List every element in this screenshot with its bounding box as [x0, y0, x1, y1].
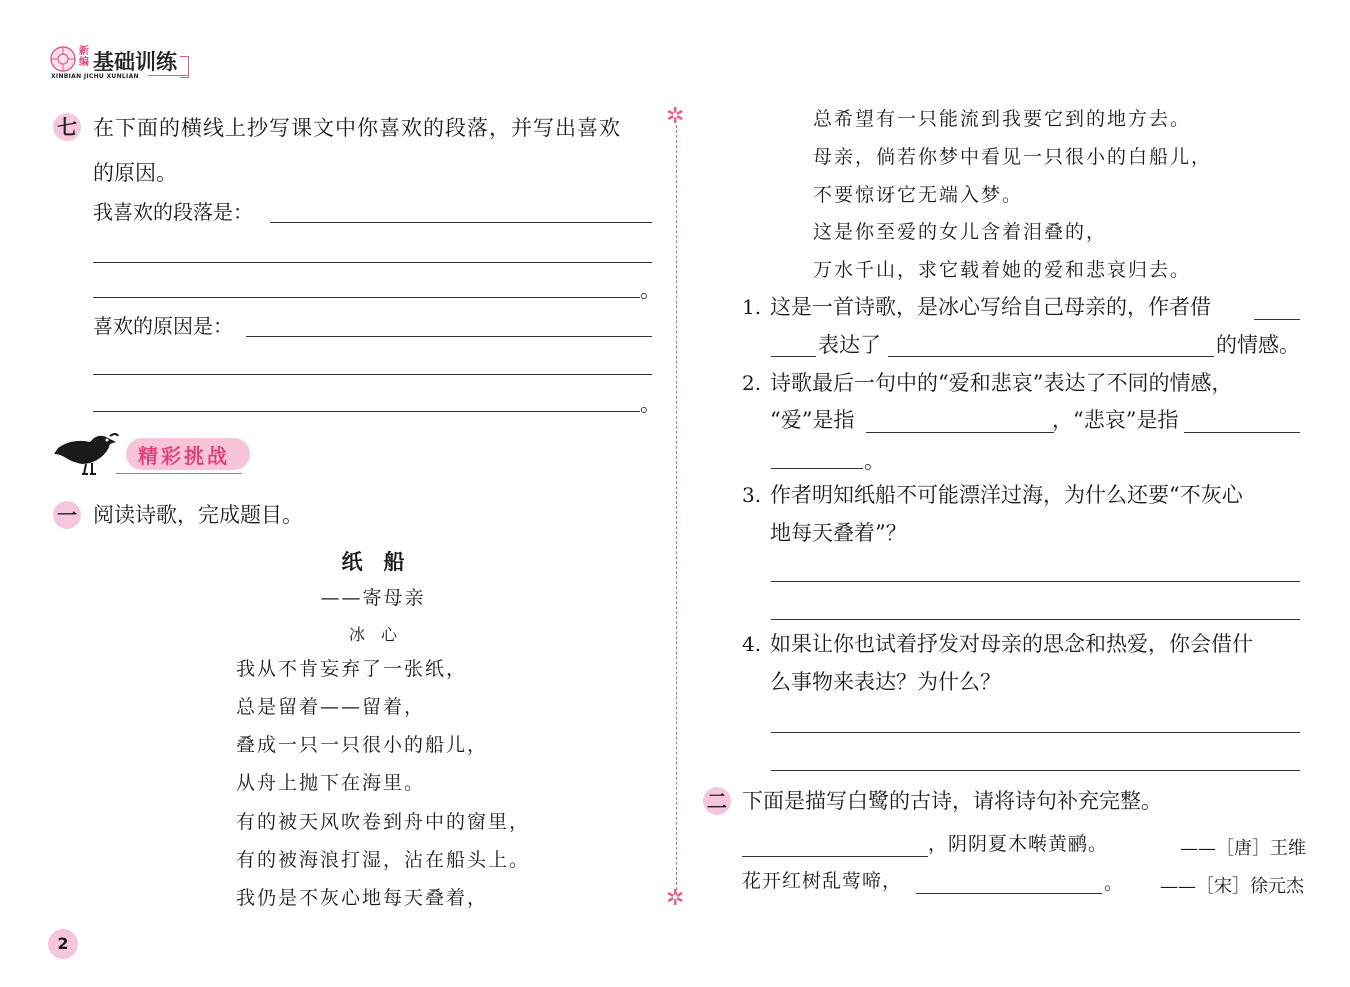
page-number: 2	[48, 929, 78, 959]
header-logo	[48, 44, 198, 84]
logo-flower-icon	[48, 44, 78, 76]
poem-fill-line-2[interactable]	[916, 893, 1102, 894]
q3-answer-line-1[interactable]	[771, 581, 1300, 582]
poem-subtitle: ——寄母亲	[320, 587, 426, 609]
q1-text-part1: 这是一首诗歌，是冰心写给自己母亲的，作者借	[770, 295, 1211, 319]
poem-line: 从舟上抛下在海里。	[236, 772, 426, 794]
poem-author: 冰 心	[348, 625, 397, 644]
q4-line1: 如果让你也试着抒发对母亲的思念和热爱，你会借什	[770, 632, 1253, 656]
q1-answer-line-2[interactable]	[771, 356, 816, 357]
section-one-number: 一	[53, 501, 81, 529]
q2-number: 2.	[742, 371, 762, 395]
q2-part2: ，“悲哀”是指	[1052, 408, 1179, 432]
q3-number: 3.	[742, 483, 762, 507]
poem-fill-line-1[interactable]	[742, 856, 928, 857]
reason-answer-line-1[interactable]	[246, 336, 652, 337]
q3-answer-line-2[interactable]	[771, 619, 1300, 620]
poem-line: 母亲，倘若你梦中看见一只很小的白船儿，	[813, 146, 1213, 168]
divider-star-top-icon: ✲	[666, 104, 685, 129]
q4-number: 4.	[742, 632, 762, 656]
poem-line: 叠成一只一只很小的船儿，	[236, 734, 489, 756]
section-two-instruction: 下面是描写白鹭的古诗，请将诗句补充完整。	[742, 789, 1162, 813]
poem-line: 这是你至爱的女儿含着泪叠的，	[813, 221, 1108, 243]
logo-corner-box	[180, 56, 189, 78]
q1-text-part2: 表达了	[818, 333, 881, 357]
center-divider	[676, 125, 677, 895]
section-two-line1-source: ——［唐］王维	[1180, 838, 1306, 859]
challenge-underline	[116, 473, 242, 474]
poem-line: 有的被海浪打湿，沾在船头上。	[236, 849, 531, 871]
paragraph-period: 。	[640, 278, 661, 302]
poem-line: 总希望有一只能流到我要它到的地方去。	[813, 108, 1192, 130]
q1-number: 1.	[742, 295, 762, 319]
divider-star-bottom-icon: ✲	[666, 886, 685, 911]
poem-line: 有的被天风吹卷到舟中的窗里，	[236, 811, 531, 833]
section-one-instruction: 阅读诗歌，完成题目。	[93, 503, 303, 527]
poem-line: 我仍是不灰心地每天叠着，	[236, 887, 489, 909]
poem-line: 总是留着——留着，	[236, 696, 426, 718]
q4-answer-line-2[interactable]	[771, 770, 1300, 771]
reason-label: 喜欢的原因是：	[93, 314, 233, 338]
poem-line: 不要惊讶它无端入梦。	[813, 184, 1024, 206]
reason-answer-line-3[interactable]	[93, 411, 640, 412]
q2-line1: 诗歌最后一句中的“爱和悲哀”表达了不同的情感，	[770, 371, 1233, 395]
q2-answer-line-1[interactable]	[866, 432, 1054, 433]
q1-text-part3: 的情感。	[1216, 333, 1300, 357]
q2-part1: “爱”是指	[770, 408, 855, 432]
poem-line: 万水千山，求它载着她的爱和悲哀归去。	[813, 259, 1192, 281]
q4-answer-line-1[interactable]	[771, 732, 1300, 733]
reason-answer-line-2[interactable]	[93, 374, 652, 375]
q2-answer-line-3[interactable]	[771, 468, 863, 469]
section-seven-prompt-line1: 在下面的横线上抄写课文中你喜欢的段落，并写出喜欢	[93, 116, 621, 140]
q2-end: 。	[864, 449, 885, 473]
section-two-number: 二	[703, 787, 731, 815]
challenge-label: 精彩挑战	[138, 444, 230, 468]
q3-line1: 作者明知纸船不可能漂洋过海，为什么还要“不灰心	[770, 483, 1243, 507]
paragraph-answer-line-3[interactable]	[93, 297, 640, 298]
q4-line2: 么事物来表达？为什么？	[770, 670, 1001, 694]
q2-answer-line-2[interactable]	[1184, 432, 1300, 433]
logo-subtitle: XINBIAN JICHU XUNLIAN	[51, 73, 139, 80]
q3-line2: 地每天叠着”？	[770, 521, 907, 545]
poem-title: 纸 船	[341, 550, 405, 574]
paragraph-answer-line-1[interactable]	[270, 222, 652, 223]
section-two-line1-text: ，阴阴夏木啭黄鹂。	[928, 833, 1109, 855]
section-two-line2-text: 花开红树乱莺啼，	[742, 870, 903, 892]
crow-icon	[52, 428, 122, 478]
q1-answer-line-1[interactable]	[1254, 319, 1300, 320]
logo-title: 基础训练	[93, 50, 177, 74]
q1-answer-line-3[interactable]	[888, 356, 1214, 357]
reason-period: 。	[640, 392, 661, 416]
logo-prefix: 新编	[79, 46, 89, 68]
section-seven-prompt-line2: 的原因。	[93, 161, 177, 185]
section-seven-number: 七	[53, 113, 81, 141]
paragraph-label: 我喜欢的段落是：	[93, 200, 253, 224]
poem-line: 我从不肯妄弃了一张纸，	[236, 658, 468, 680]
section-two-line2-end: 。	[1104, 872, 1126, 894]
paragraph-answer-line-2[interactable]	[93, 262, 652, 263]
section-two-line2-source: ——［宋］徐元杰	[1160, 876, 1304, 897]
